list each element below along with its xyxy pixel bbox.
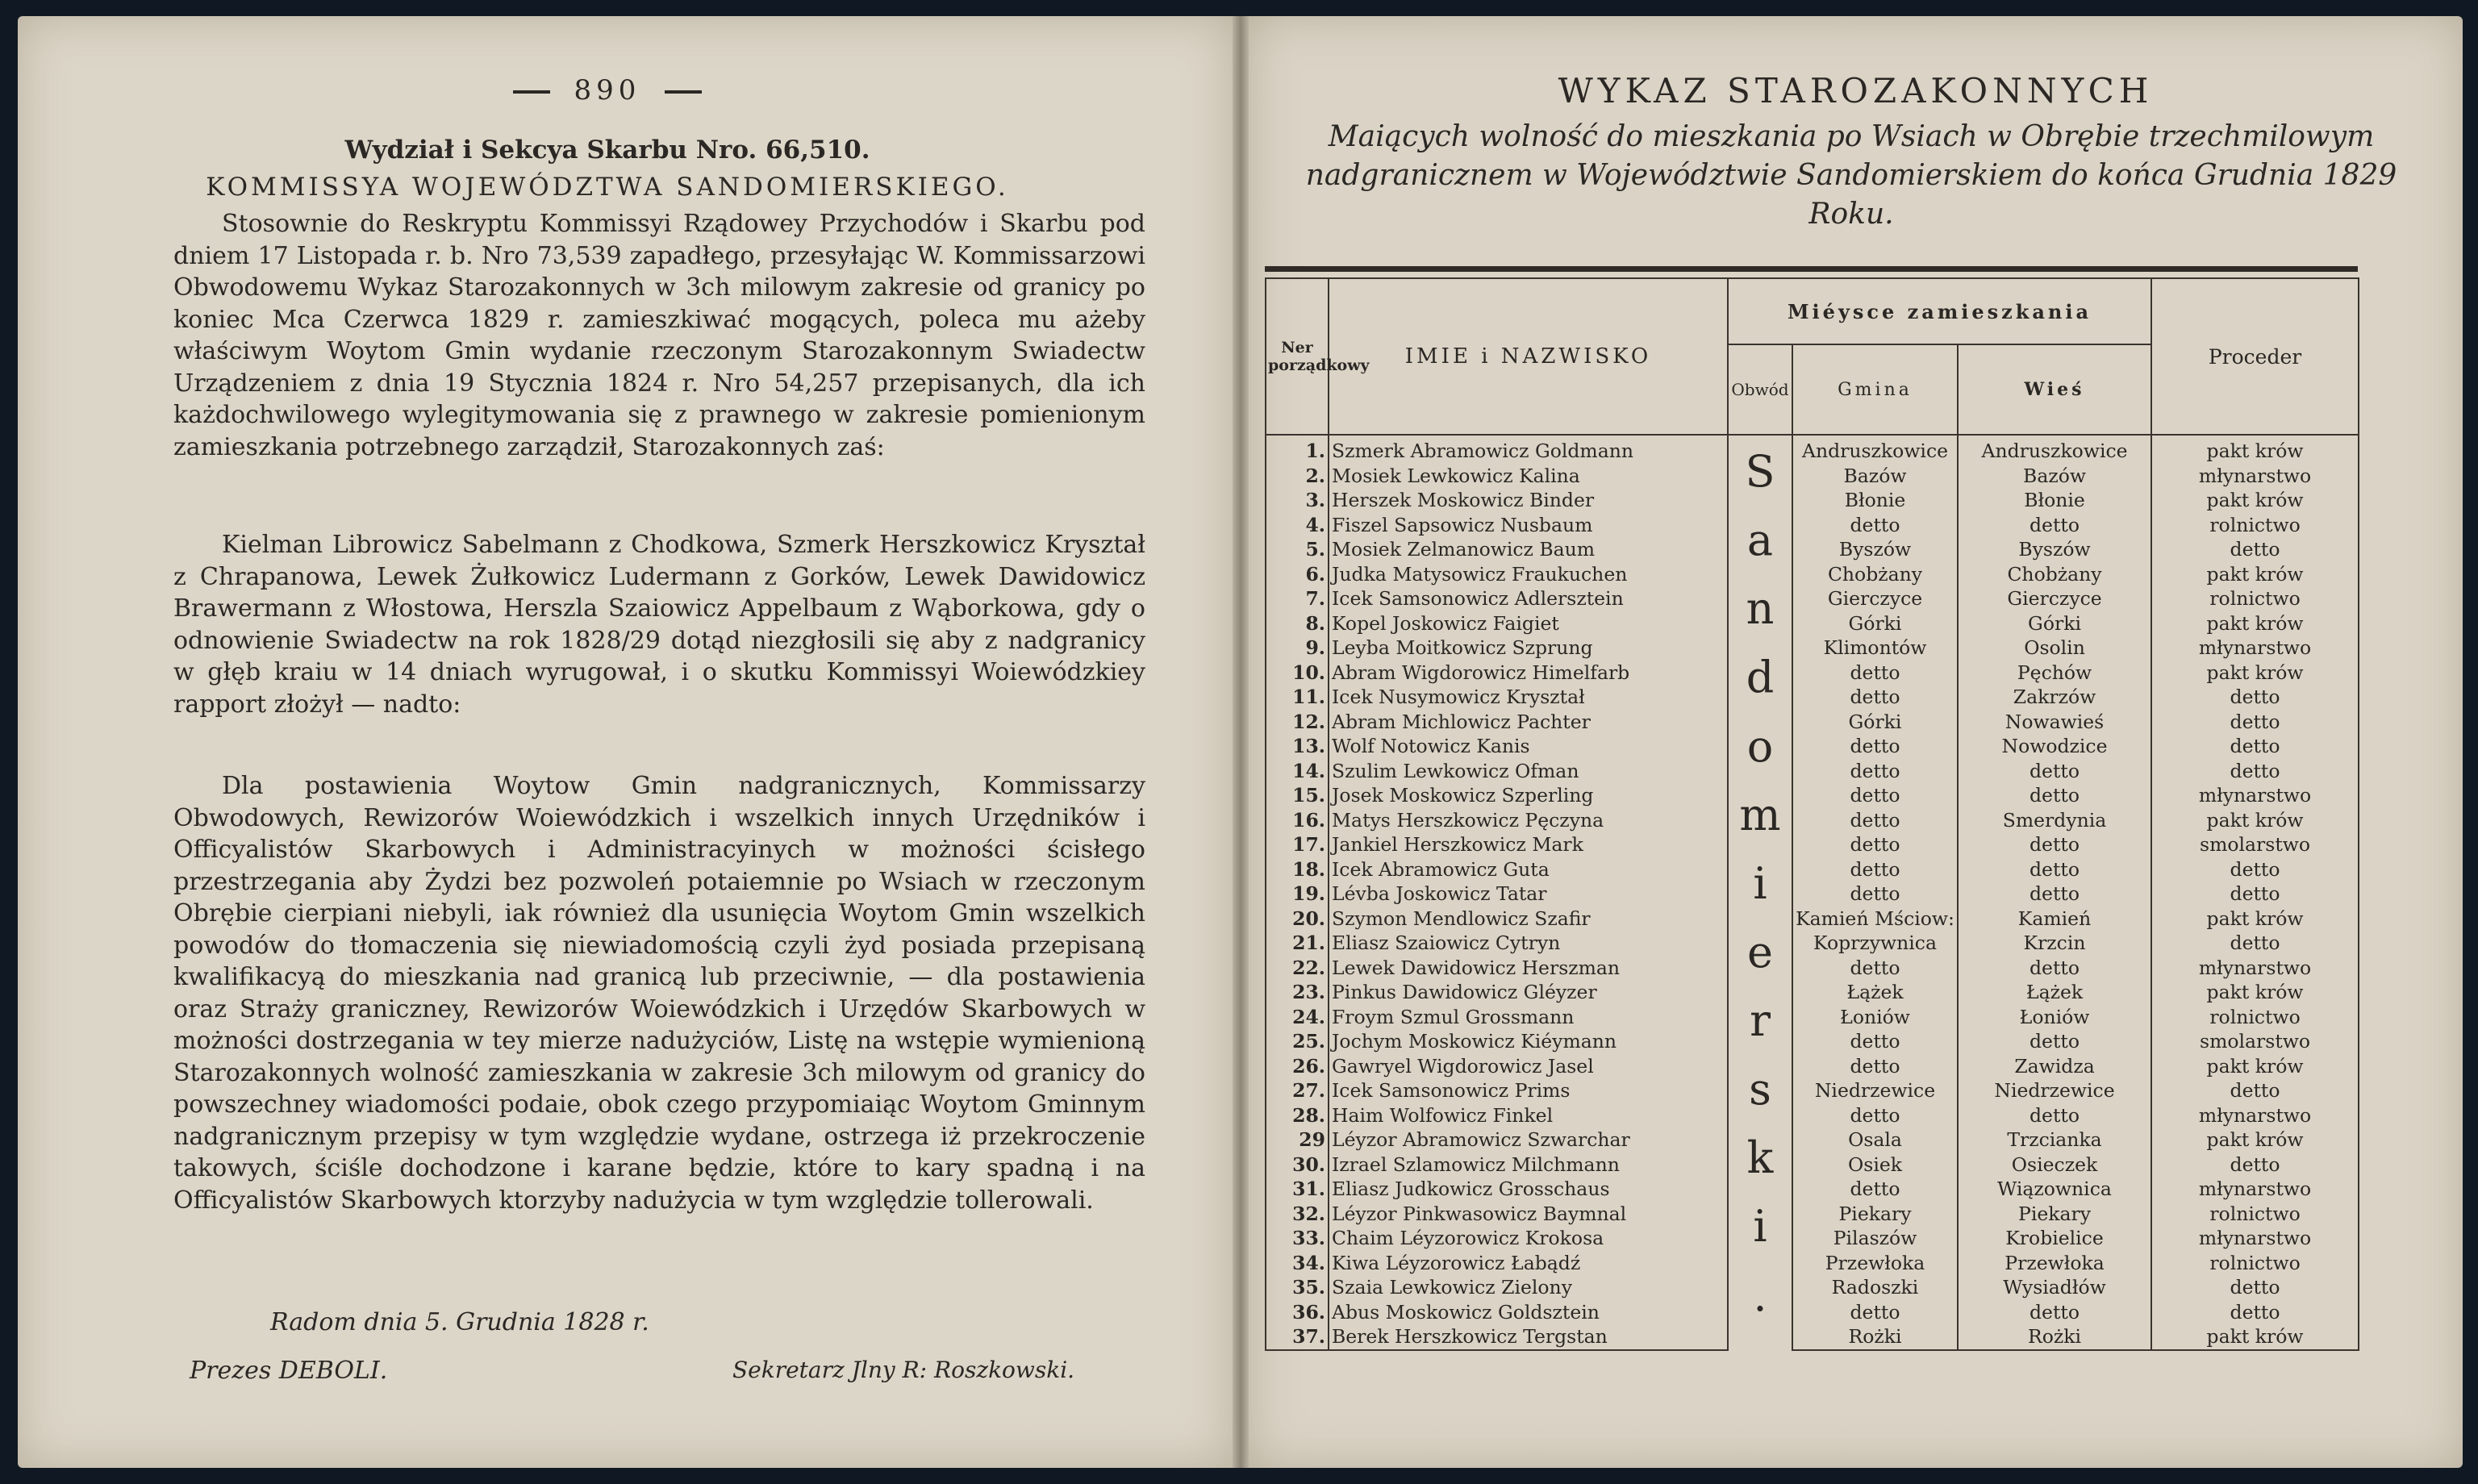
occupation: młynarstwo <box>2151 783 2359 808</box>
table-row <box>1266 488 2359 513</box>
gmina-name: Błonie <box>1792 488 1958 513</box>
obwod-letter: s <box>1749 1064 1771 1115</box>
village-name: detto <box>1958 832 2151 857</box>
gmina-name: Niedrzewice <box>1792 1078 1958 1103</box>
village-name: Chobżany <box>1958 562 2151 587</box>
obwod-letter: i <box>1753 857 1767 909</box>
table-row <box>1266 808 2359 833</box>
gmina-name: Klimontów <box>1792 636 1958 661</box>
row-number: 32. <box>1266 1202 1329 1227</box>
page-number-text: 890 <box>574 74 641 106</box>
village-name: Trzcianka <box>1958 1128 2151 1153</box>
row-number: 15. <box>1266 783 1329 808</box>
gmina-name: detto <box>1792 956 1958 981</box>
occupation: pakt krów <box>2151 488 2359 513</box>
page-number <box>0 74 1215 106</box>
occupation: pakt krów <box>2151 1128 2359 1153</box>
resident-name: Eliasz Szaiowicz Cytryn <box>1329 931 1728 956</box>
resident-name: Szmerk Abramowicz Goldmann <box>1329 435 1728 464</box>
village-name: detto <box>1958 783 2151 808</box>
gmina-name: Przewłoka <box>1792 1251 1958 1276</box>
table-row <box>1266 1202 2359 1227</box>
col-header-obwod: Obwód <box>1728 344 1792 435</box>
gmina-name: Rożki <box>1792 1324 1958 1350</box>
village-name: Byszów <box>1958 537 2151 562</box>
village-name: Krzcin <box>1958 931 2151 956</box>
resident-name: Icek Nusymowicz Kryształ <box>1329 685 1728 710</box>
col-header-place: Miéysce zamieszkania <box>1728 278 2151 344</box>
gmina-name: detto <box>1792 734 1958 759</box>
occupation: detto <box>2151 1078 2359 1103</box>
obwod-letter: i <box>1753 1201 1767 1253</box>
resident-name: Abram Michlowicz Pachter <box>1329 710 1728 735</box>
village-name: detto <box>1958 1029 2151 1054</box>
village-name: Wysiadłów <box>1958 1275 2151 1300</box>
table-row <box>1266 956 2359 981</box>
occupation: młynarstwo <box>2151 1103 2359 1128</box>
table-row <box>1266 636 2359 661</box>
resident-name: Judka Matysowicz Fraukuchen <box>1329 562 1728 587</box>
gmina-name: Łoniów <box>1792 1005 1958 1030</box>
resident-name: Izrael Szlamowicz Milchmann <box>1329 1153 1728 1178</box>
dash-right <box>665 90 702 94</box>
table-row <box>1266 1078 2359 1103</box>
row-number: 6. <box>1266 562 1329 587</box>
resident-name: Wolf Notowicz Kanis <box>1329 734 1728 759</box>
village-name: Smerdynia <box>1958 808 2151 833</box>
place-date: Radom dnia 5. Grudnia 1828 r. <box>270 1308 649 1336</box>
occupation: młynarstwo <box>2151 464 2359 489</box>
village-name: Andruszkowice <box>1958 435 2151 464</box>
gmina-name: Radoszki <box>1792 1275 1958 1300</box>
occupation: smolarstwo <box>2151 1029 2359 1054</box>
gmina-name: Byszów <box>1792 537 1958 562</box>
row-number: 18. <box>1266 857 1329 882</box>
row-number: 19. <box>1266 882 1329 907</box>
obwod-letter: d <box>1746 652 1775 703</box>
header-rule <box>1265 266 2358 272</box>
village-name: Nowawieś <box>1958 710 2151 735</box>
row-number: 23. <box>1266 980 1329 1005</box>
row-number: 25. <box>1266 1029 1329 1054</box>
resident-name: Icek Samsonowicz Prims <box>1329 1078 1728 1103</box>
table-row <box>1266 1005 2359 1030</box>
row-number: 3. <box>1266 488 1329 513</box>
resident-name: Eliasz Judkowicz Grosschaus <box>1329 1177 1728 1202</box>
commission-header: KOMMISSYA WOJEWÓDZTWA SANDOMIERSKIEGO. <box>206 173 1009 202</box>
row-number: 4. <box>1266 513 1329 538</box>
list-subtitle: Maiących wolność do mieszkania po Wsiach w Obrębie trzechmilowym nadgranicznem w Województwie Sandomierskiem do końca Grudnia 1829 Roku. <box>1305 120 2397 231</box>
resident-name: Fiszel Sapsowicz Nusbaum <box>1329 513 1728 538</box>
col-header-proceder: Proceder <box>2151 278 2359 435</box>
row-number: 12. <box>1266 710 1329 735</box>
gmina-name: Piekary <box>1792 1202 1958 1227</box>
table-row <box>1266 882 2359 907</box>
village-name: detto <box>1958 956 2151 981</box>
gmina-name: detto <box>1792 783 1958 808</box>
occupation: pakt krów <box>2151 1054 2359 1079</box>
row-number: 24. <box>1266 1005 1329 1030</box>
row-number: 29 <box>1266 1128 1329 1153</box>
resident-name: Kiwa Léyzorowicz Łabądź <box>1329 1251 1728 1276</box>
row-number: 11. <box>1266 685 1329 710</box>
village-name: Przewłoka <box>1958 1251 2151 1276</box>
occupation: smolarstwo <box>2151 832 2359 857</box>
row-number: 34. <box>1266 1251 1329 1276</box>
gmina-name: Osala <box>1792 1128 1958 1153</box>
table-row <box>1266 931 2359 956</box>
table-row <box>1266 1153 2359 1178</box>
gmina-name: detto <box>1792 857 1958 882</box>
occupation: pakt krów <box>2151 980 2359 1005</box>
table-row <box>1266 1128 2359 1153</box>
village-name: Nowodzice <box>1958 734 2151 759</box>
table-row <box>1266 1251 2359 1276</box>
occupation: młynarstwo <box>2151 956 2359 981</box>
resident-name: Lévba Joskowicz Tatar <box>1329 882 1728 907</box>
obwod-letter: r <box>1750 995 1771 1046</box>
occupation: rolnictwo <box>2151 1251 2359 1276</box>
row-number: 5. <box>1266 537 1329 562</box>
table-row <box>1266 1226 2359 1251</box>
gmina-name: detto <box>1792 1103 1958 1128</box>
gmina-name: Osiek <box>1792 1153 1958 1178</box>
col-header-name: IMIE i NAZWISKO <box>1329 278 1728 435</box>
resident-name: Jankiel Herszkowicz Mark <box>1329 832 1728 857</box>
table-row <box>1266 857 2359 882</box>
village-name: Pęchów <box>1958 661 2151 686</box>
occupation: detto <box>2151 759 2359 784</box>
occupation: detto <box>2151 1275 2359 1300</box>
village-name: Rożki <box>1958 1324 2151 1350</box>
resident-name: Chaim Léyzorowicz Krokosa <box>1329 1226 1728 1251</box>
obwod-letter: a <box>1746 515 1774 566</box>
table-row <box>1266 832 2359 857</box>
village-name: Gierczyce <box>1958 586 2151 611</box>
resident-name: Mosiek Zelmanowicz Baum <box>1329 537 1728 562</box>
village-name: detto <box>1958 513 2151 538</box>
row-number: 37. <box>1266 1324 1329 1350</box>
table-row <box>1266 783 2359 808</box>
village-name: Zawidza <box>1958 1054 2151 1079</box>
row-number: 28. <box>1266 1103 1329 1128</box>
table-row <box>1266 685 2359 710</box>
list-title: WYKAZ STAROZAKONNYCH <box>1558 71 2154 110</box>
village-name: Górki <box>1958 611 2151 636</box>
gmina-name: detto <box>1792 882 1958 907</box>
occupation: rolnictwo <box>2151 1005 2359 1030</box>
resident-name: Josek Moskowicz Szperling <box>1329 783 1728 808</box>
table-row <box>1266 1300 2359 1325</box>
signature-secretary: Sekretarz Jlny R: Roszkowski. <box>732 1357 1075 1383</box>
table-row <box>1266 661 2359 686</box>
col-header-wies: Wieś <box>1958 344 2151 435</box>
resident-name: Jochym Moskowicz Kiéymann <box>1329 1029 1728 1054</box>
resident-name: Kopel Joskowicz Faigiet <box>1329 611 1728 636</box>
occupation: pakt krów <box>2151 562 2359 587</box>
paragraph-2: Kielman Librowicz Sabelmann z Chodkowa, Szmerk Herszkowicz Kryształ z Chrapanowa, Lewek Żułkowicz Ludermann z Gorków, Lewek Dawidowicz Brawermann z Włostowa, Herszla Szaiowicz Appelbaum z Wąborkowa, gdy o odnowienie Swiadectw na rok 1828/29 dotąd niezgłosili się aby z nadgranicy w głęb kraiu w 14 dniach wyrugował, i o skutku Kommissyi Woiewódzkiey rapport złożył — nadto: <box>173 531 1145 719</box>
book-gutter <box>1233 16 1249 1468</box>
occupation: młynarstwo <box>2151 636 2359 661</box>
occupation: detto <box>2151 537 2359 562</box>
occupation: detto <box>2151 931 2359 956</box>
gmina-name: detto <box>1792 1300 1958 1325</box>
occupation: detto <box>2151 734 2359 759</box>
occupation: młynarstwo <box>2151 1226 2359 1251</box>
obwod-letter: . <box>1753 1269 1767 1321</box>
row-number: 13. <box>1266 734 1329 759</box>
row-number: 30. <box>1266 1153 1329 1178</box>
row-number: 31. <box>1266 1177 1329 1202</box>
resident-name: Berek Herszkowicz Tergstan <box>1329 1324 1728 1350</box>
resident-name: Szymon Mendlowicz Szafir <box>1329 907 1728 932</box>
gmina-name: Koprzywnica <box>1792 931 1958 956</box>
row-number: 14. <box>1266 759 1329 784</box>
table-row <box>1266 1324 2359 1350</box>
occupation: rolnictwo <box>2151 1202 2359 1227</box>
row-number: 9. <box>1266 636 1329 661</box>
obwod-cell <box>1728 435 1792 1350</box>
occupation: detto <box>2151 685 2359 710</box>
table-row <box>1266 611 2359 636</box>
occupation: rolnictwo <box>2151 586 2359 611</box>
occupation: rolnictwo <box>2151 513 2359 538</box>
occupation: detto <box>2151 710 2359 735</box>
row-number: 27. <box>1266 1078 1329 1103</box>
occupation: pakt krów <box>2151 435 2359 464</box>
village-name: Błonie <box>1958 488 2151 513</box>
gmina-name: Górki <box>1792 611 1958 636</box>
resident-name: Gawryel Wigdorowicz Jasel <box>1329 1054 1728 1079</box>
gmina-name: Bazów <box>1792 464 1958 489</box>
obwod-letter: S <box>1745 446 1775 497</box>
table-row <box>1266 1029 2359 1054</box>
village-name: Bazów <box>1958 464 2151 489</box>
village-name: Osolin <box>1958 636 2151 661</box>
occupation: pakt krów <box>2151 611 2359 636</box>
gmina-name: detto <box>1792 1054 1958 1079</box>
village-name: detto <box>1958 759 2151 784</box>
occupation: pakt krów <box>2151 1324 2359 1350</box>
residents-table <box>1265 277 2359 1351</box>
table-row <box>1266 1275 2359 1300</box>
resident-name: Léyzor Pinkwasowicz Baymnal <box>1329 1202 1728 1227</box>
occupation: pakt krów <box>2151 907 2359 932</box>
obwod-letter: k <box>1746 1132 1774 1184</box>
row-number: 17. <box>1266 832 1329 857</box>
table-row <box>1266 513 2359 538</box>
gmina-name: Górki <box>1792 710 1958 735</box>
gmina-name: Chobżany <box>1792 562 1958 587</box>
table-row <box>1266 537 2359 562</box>
village-name: Osieczek <box>1958 1153 2151 1178</box>
gmina-name: detto <box>1792 685 1958 710</box>
resident-name: Icek Samsonowicz Adlersztein <box>1329 586 1728 611</box>
gmina-name: Kamień Mściow: <box>1792 907 1958 932</box>
occupation: pakt krów <box>2151 808 2359 833</box>
gmina-name: detto <box>1792 661 1958 686</box>
village-name: Krobielice <box>1958 1226 2151 1251</box>
col-header-nr: Ner porządkowy <box>1266 278 1329 435</box>
dash-left <box>513 90 550 94</box>
resident-name: Szaia Lewkowicz Zielony <box>1329 1275 1728 1300</box>
village-name: Łążek <box>1958 980 2151 1005</box>
row-number: 26. <box>1266 1054 1329 1079</box>
occupation: detto <box>2151 857 2359 882</box>
occupation: młynarstwo <box>2151 1177 2359 1202</box>
table-row <box>1266 734 2359 759</box>
row-number: 10. <box>1266 661 1329 686</box>
row-number: 2. <box>1266 464 1329 489</box>
village-name: detto <box>1958 882 2151 907</box>
village-name: Kamień <box>1958 907 2151 932</box>
row-number: 20. <box>1266 907 1329 932</box>
village-name: detto <box>1958 1300 2151 1325</box>
table-row <box>1266 907 2359 932</box>
row-number: 7. <box>1266 586 1329 611</box>
resident-name: Lewek Dawidowicz Herszman <box>1329 956 1728 981</box>
village-name: detto <box>1958 857 2151 882</box>
row-number: 16. <box>1266 808 1329 833</box>
col-header-gmina: Gmina <box>1792 344 1958 435</box>
village-name: Niedrzewice <box>1958 1078 2151 1103</box>
occupation: detto <box>2151 1153 2359 1178</box>
resident-name: Leyba Moitkowicz Szprung <box>1329 636 1728 661</box>
paragraph-3: Dla postawienia Woytow Gmin nadgranicznych, Kommissarzy Obwodowych, Rewizorów Woiewódzkich i wszelkich innych Urzędników i Officyalistów Skarbowych i Administracyinych w możności ścisłego przestrzegania aby Żydzi bez pozwoleń potaiemnie po Wsiach w rzeczonym Obrębie cierpiani niebyli, iak również dla usunięcia Woytom Gmin wszelkich powodów do tłomaczenia się niewiadomością czyli żyd posiada przepisaną kwalifikacyą do mieszkania nad granicą lub przeciwnie, — dla postawienia oraz Straży graniczney, Rewizorów Woiewódzkich i Urzędów Skarbowych w możności dostrzegania w tey mierze nadużyciów, Listę na wstępie wymienioną Starozakonnych wolność zamieszkania w zakresie 3ch milowym od granicy do powszechney wiadomości podaie, obok czego przypomiaiąc Woytom Gminnym nadgranicznym przepisy w tym względzie wydane, ostrzega iż przekroczenie takowych, ściśle dochodzone i karane będzie, które to kary spadną i na Officyalistów Skarbowych ktorzyby nadużycia w tym względzie tollerowali. <box>173 772 1145 1215</box>
row-number: 22. <box>1266 956 1329 981</box>
occupation: pakt krów <box>2151 661 2359 686</box>
obwod-letter: e <box>1747 926 1773 978</box>
village-name: Wiązownica <box>1958 1177 2151 1202</box>
table-row <box>1266 464 2359 489</box>
table-row <box>1266 710 2359 735</box>
resident-name: Pinkus Dawidowicz Gléyzer <box>1329 980 1728 1005</box>
village-name: Łoniów <box>1958 1005 2151 1030</box>
resident-name: Abus Moskowicz Goldsztein <box>1329 1300 1728 1325</box>
gmina-name: detto <box>1792 808 1958 833</box>
occupation: detto <box>2151 1300 2359 1325</box>
gmina-name: detto <box>1792 759 1958 784</box>
resident-name: Léyzor Abramowicz Szwarchar <box>1329 1128 1728 1153</box>
resident-name: Haim Wolfowicz Finkel <box>1329 1103 1728 1128</box>
resident-name: Abram Wigdorowicz Himelfarb <box>1329 661 1728 686</box>
row-number: 8. <box>1266 611 1329 636</box>
row-number: 33. <box>1266 1226 1329 1251</box>
table-body <box>1266 435 2359 1350</box>
table-row <box>1266 562 2359 587</box>
obwod-letter: o <box>1746 720 1774 772</box>
table-row <box>1266 435 2359 464</box>
resident-name: Froym Szmul Grossmann <box>1329 1005 1728 1030</box>
table-row <box>1266 759 2359 784</box>
resident-name: Mosiek Lewkowicz Kalina <box>1329 464 1728 489</box>
village-name: Piekary <box>1958 1202 2151 1227</box>
table-row <box>1266 980 2359 1005</box>
obwod-letter: n <box>1746 583 1775 635</box>
gmina-name: detto <box>1792 832 1958 857</box>
gmina-name: detto <box>1792 1177 1958 1202</box>
resident-name: Szulim Lewkowicz Ofman <box>1329 759 1728 784</box>
table-row <box>1266 586 2359 611</box>
gmina-name: Gierczyce <box>1792 586 1958 611</box>
resident-name: Herszek Moskowicz Binder <box>1329 488 1728 513</box>
department-header: Wydział i Sekcya Skarbu Nro. 66,510. <box>344 135 870 165</box>
table-row <box>1266 1054 2359 1079</box>
gmina-name: Łążek <box>1792 980 1958 1005</box>
occupation: detto <box>2151 882 2359 907</box>
row-number: 35. <box>1266 1275 1329 1300</box>
row-number: 36. <box>1266 1300 1329 1325</box>
signature-president: Prezes DEBOLI. <box>190 1357 388 1385</box>
resident-name: Icek Abramowicz Guta <box>1329 857 1728 882</box>
obwod-letter: m <box>1739 789 1781 840</box>
paragraph-1: Stosownie do Reskryptu Kommissyi Rządowey Przychodów i Skarbu pod dniem 17 Listopada r. b. Nro 73,539 zapadłego, przesyłając W. Kommissarzowi Obwodowemu Wykaz Starozakonnych w 3ch milowym zakresie od granicy po koniec Mca Czerwca 1829 r. zamieszkiwać mogących, poleca mu ażeby właściwym Woytom Gmin wydanie rzeczonym Starozakonnym Swiadectw Urządzeniem z dnia 19 Stycznia 1824 r. Nro 54,257 przepisanych, dla ich każdochwilowego wylegitymowania się z prawnego w zakresie pomienionym zamieszkania potrzebnego zarządził, Starozakonnych zaś: <box>173 210 1145 461</box>
gmina-name: Andruszkowice <box>1792 435 1958 464</box>
gmina-name: detto <box>1792 1029 1958 1054</box>
resident-name: Matys Herszkowicz Pęczyna <box>1329 808 1728 833</box>
row-number: 1. <box>1266 435 1329 464</box>
village-name: Zakrzów <box>1958 685 2151 710</box>
table-row <box>1266 1103 2359 1128</box>
obwod-vertical-name <box>1729 446 1792 1321</box>
table-row <box>1266 1177 2359 1202</box>
gmina-name: detto <box>1792 513 1958 538</box>
row-number: 21. <box>1266 931 1329 956</box>
gmina-name: Pilaszów <box>1792 1226 1958 1251</box>
village-name: detto <box>1958 1103 2151 1128</box>
